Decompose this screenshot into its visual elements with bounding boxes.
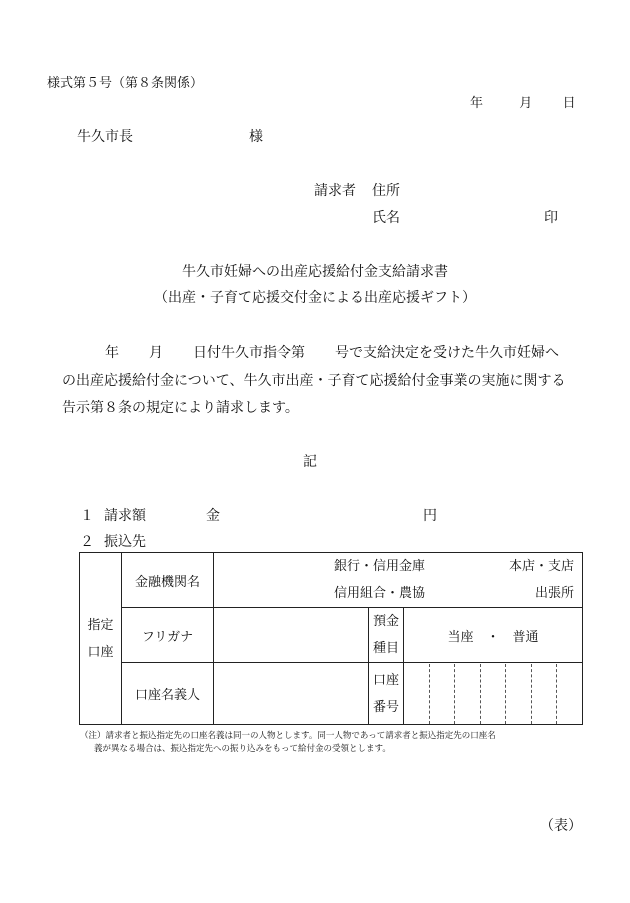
digit-box[interactable] bbox=[505, 664, 531, 724]
date-day: 日 bbox=[562, 96, 576, 111]
bank-label: 金融機関名 bbox=[122, 553, 214, 608]
document-title: 牛久市妊婦への出産応援給付金支給請求書 bbox=[182, 264, 448, 280]
account-table bbox=[79, 552, 583, 725]
account-number-field[interactable] bbox=[404, 663, 583, 725]
claimant-name-label: 氏名 bbox=[372, 210, 400, 226]
claimant-label: 請求者 bbox=[314, 183, 356, 199]
body-line-1 bbox=[105, 339, 559, 367]
body-day-order: 日付牛久市指令第 bbox=[193, 345, 305, 361]
body-line-1-rest: 号で支給決定を受けた牛久市妊婦へ bbox=[335, 345, 559, 361]
furigana-label: フリガナ bbox=[122, 608, 214, 663]
digit-box[interactable] bbox=[404, 664, 429, 724]
ki-heading: 記 bbox=[303, 454, 317, 470]
item2-number: ２ bbox=[80, 534, 94, 550]
date-year: 年 bbox=[470, 96, 484, 111]
bank-field[interactable] bbox=[214, 553, 583, 608]
item1-kin: 金 bbox=[206, 508, 220, 524]
form-number: 様式第５号（第８条関係） bbox=[47, 76, 204, 91]
item1-yen: 円 bbox=[423, 508, 437, 524]
body-line-2: の出産応援給付金について、牛久市出産・子育て応援給付金事業の実施に関する bbox=[62, 373, 566, 389]
item1-number: １ bbox=[80, 508, 94, 524]
designated-account-header: 指定 口座 bbox=[80, 553, 122, 725]
addressee-honorific: 様 bbox=[249, 129, 263, 145]
page-side-label: （表） bbox=[540, 818, 582, 834]
furigana-field[interactable] bbox=[214, 608, 369, 663]
deposit-type-options[interactable]: 当座 ・ 普通 bbox=[404, 608, 583, 663]
item2-label: 振込先 bbox=[104, 534, 146, 550]
note-line-2: 義が異なる場合は、振込指定先への振り込みをもって給付金の受領とします。 bbox=[94, 744, 391, 754]
document-subtitle: （出産・子育て応援交付金による出産応援ギフト） bbox=[154, 290, 476, 306]
branch-type-2: 出張所 bbox=[535, 586, 575, 601]
digit-box[interactable] bbox=[454, 664, 480, 724]
bank-type-2: 信用組合・農協 bbox=[334, 586, 426, 601]
body-line-3: 告示第８条の規定により請求します。 bbox=[62, 400, 299, 416]
date-month: 月 bbox=[519, 96, 533, 111]
body-month: 月 bbox=[149, 345, 163, 361]
account-number-label: 口座 番号 bbox=[369, 663, 404, 725]
seal-label: 印 bbox=[544, 210, 558, 226]
digit-box[interactable] bbox=[531, 664, 557, 724]
item1-label: 請求額 bbox=[104, 508, 146, 524]
deposit-type-label: 預金 種目 bbox=[369, 608, 404, 663]
date-line bbox=[470, 92, 576, 111]
body-year: 年 bbox=[105, 345, 119, 361]
addressee-name: 牛久市長 bbox=[77, 129, 133, 145]
bank-type-1: 銀行・信用金庫 bbox=[334, 559, 426, 574]
account-holder-field[interactable] bbox=[214, 663, 369, 725]
digit-box[interactable] bbox=[429, 664, 455, 724]
note-line-1: （注）請求者と振込指定先の口座名義は同一の人物とします。同一人物であって請求者と振込指定先の口座名 bbox=[80, 731, 496, 741]
account-holder-label: 口座名義人 bbox=[122, 663, 214, 725]
digit-box[interactable] bbox=[556, 664, 582, 724]
branch-type-1: 本店・支店 bbox=[509, 559, 575, 574]
claimant-address-label: 住所 bbox=[372, 183, 400, 199]
digit-box[interactable] bbox=[480, 664, 506, 724]
